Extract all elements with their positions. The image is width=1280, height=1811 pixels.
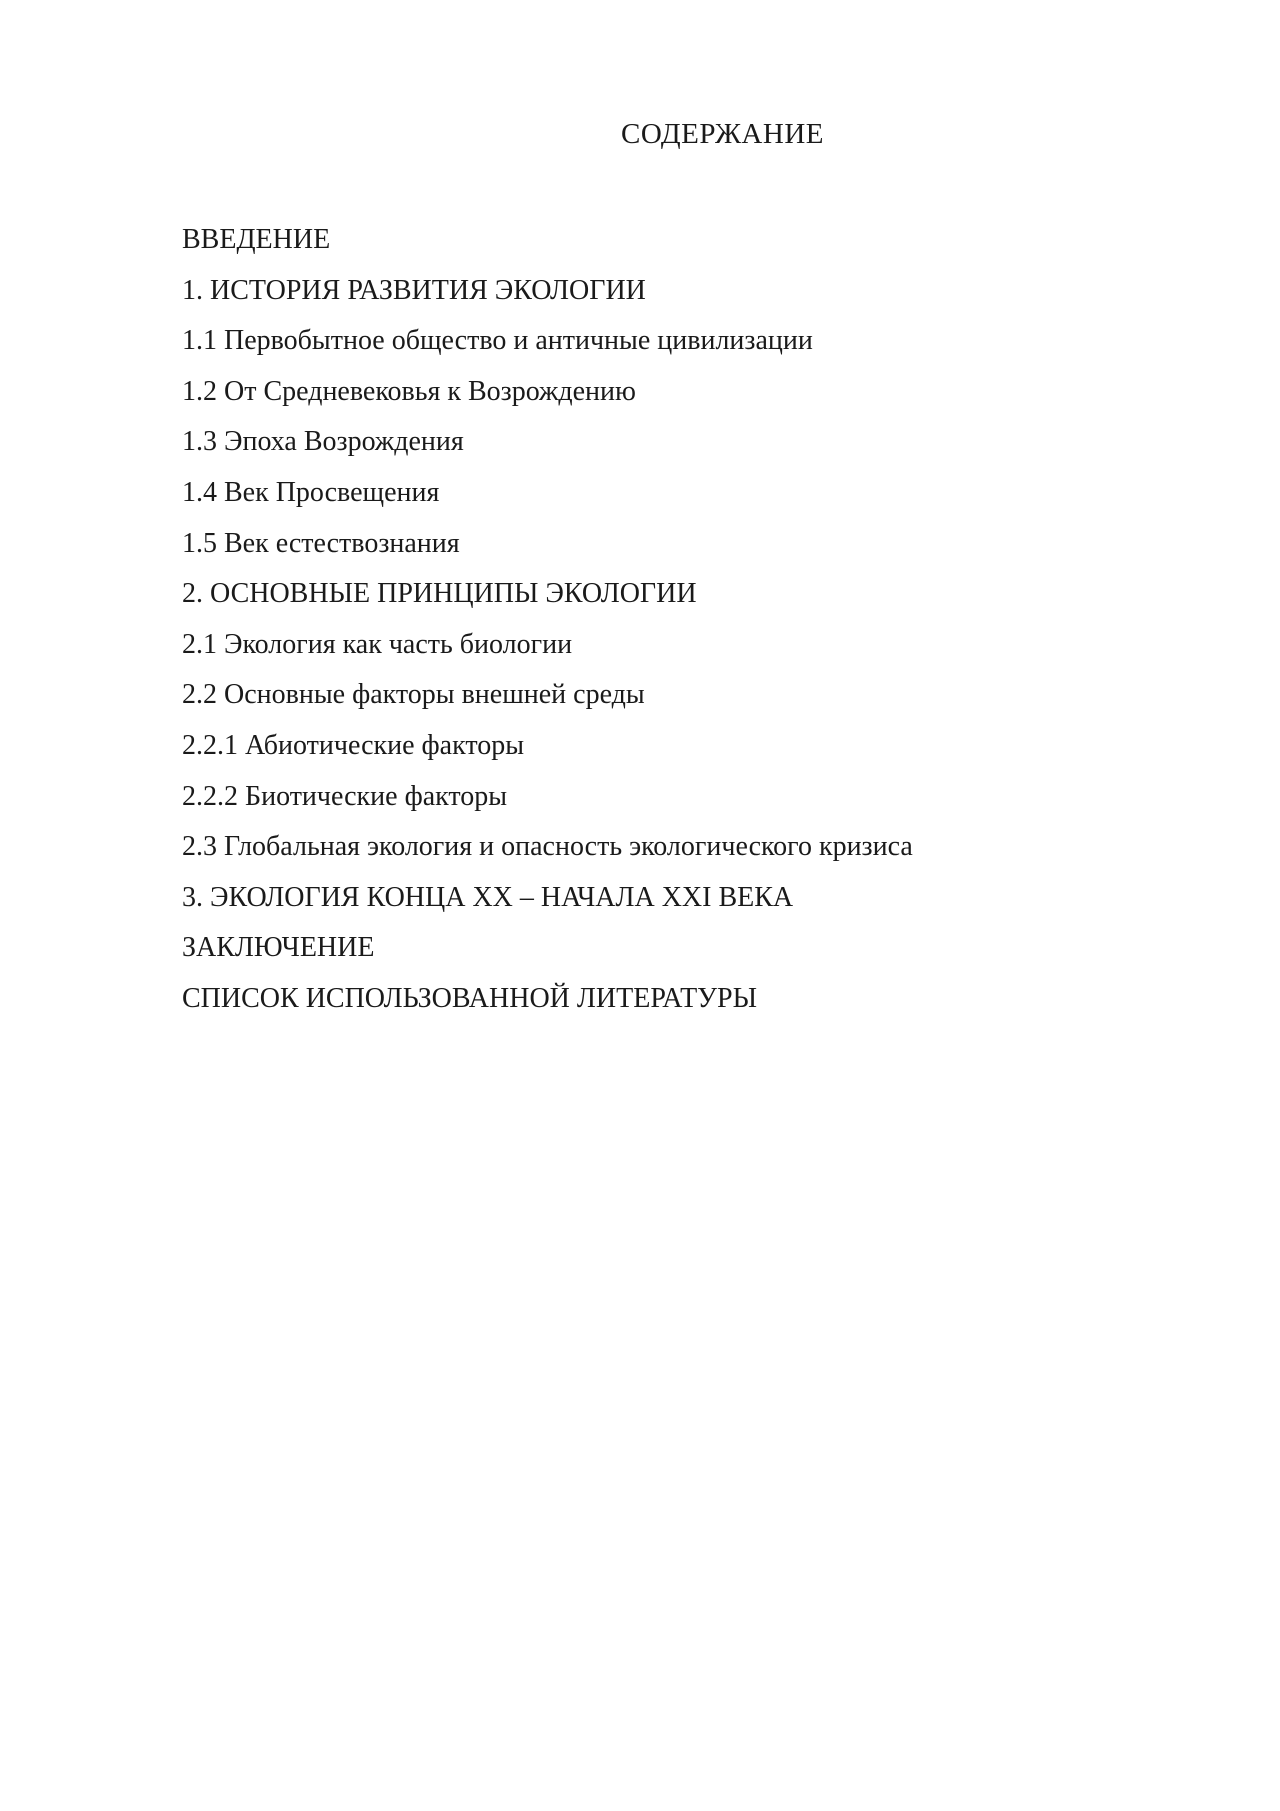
toc-entry-section-1-3: 1.3 Эпоха Возрождения xyxy=(182,426,464,458)
toc-entry-section-1-1: 1.1 Первобытное общество и античные цивилизации xyxy=(182,325,813,357)
toc-entry-section-1-5: 1.5 Век естествознания xyxy=(182,527,460,559)
toc-entry-section-1-4: 1.4 Век Просвещения xyxy=(182,476,440,508)
toc-entry-chapter-3: 3. ЭКОЛОГИЯ КОНЦА XX – НАЧАЛА XXI ВЕКА xyxy=(182,881,794,913)
toc-entry-chapter-2: 2. ОСНОВНЫЕ ПРИНЦИПЫ ЭКОЛОГИИ xyxy=(182,578,697,610)
toc-entry-conclusion: ЗАКЛЮЧЕНИЕ xyxy=(182,932,375,964)
toc-entry-section-2-2-1: 2.2.1 Абиотические факторы xyxy=(182,729,525,761)
toc-entry-section-2-1: 2.1 Экология как часть биологии xyxy=(182,628,573,660)
toc-entry-section-2-2-2: 2.2.2 Биотические факторы xyxy=(182,780,508,812)
toc-entry-section-2-2: 2.2 Основные факторы внешней среды xyxy=(182,679,645,711)
toc-entry-section-1-2: 1.2 От Средневековья к Возрождению xyxy=(182,375,636,407)
toc-entry-introduction: ВВЕДЕНИЕ xyxy=(182,224,331,255)
toc-entry-chapter-1: 1. ИСТОРИЯ РАЗВИТИЯ ЭКОЛОГИИ xyxy=(182,274,646,306)
toc-entry-section-2-3: 2.3 Глобальная экология и опасность экологического кризиса xyxy=(182,831,913,863)
toc-entry-bibliography: СПИСОК ИСПОЛЬЗОВАННОЙ ЛИТЕРАТУРЫ xyxy=(182,982,757,1014)
table-of-contents xyxy=(182,215,913,1025)
page-title: СОДЕРЖАНИЕ xyxy=(621,118,824,150)
